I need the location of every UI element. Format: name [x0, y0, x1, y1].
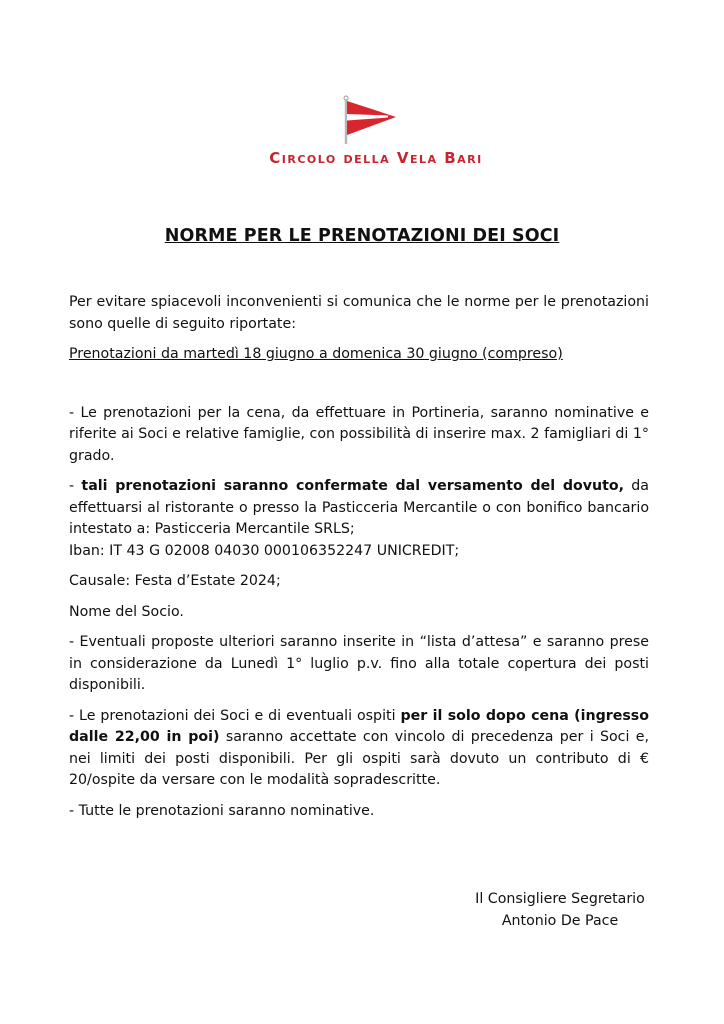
- causale-line: Causale: Festa d’Estate 2024;: [69, 573, 281, 589]
- signature-block: [440, 888, 680, 932]
- rule-dinner: - Le prenotazioni per la cena, da effettuare in Portineria, saranno nominative e riferite ai Soci e relative famiglie, con possibilità di inserire max. 2 famigliari di 1° grado.: [69, 404, 649, 464]
- rule-after-dinner: - Le prenotazioni dei Soci e di eventuali ospiti per il solo dopo cena (ingresso dalle 22,00 in poi) saranno accettate con vincolo di precedenza per i Soci e, nei limiti dei posti disponibili. Per gli ospiti sarà dovuto un contributo di € 20/ospite da versare con le modalità sopradescritte.: [69, 707, 650, 788]
- page-title: NORME PER LE PRENOTAZIONI DEI SOCI: [164, 226, 560, 246]
- member-name-line: Nome del Socio.: [69, 603, 184, 620]
- payment-emphasis: tali prenotazioni saranno confermate dal versamento del dovuto,: [81, 478, 625, 494]
- organization-name: Circolo della Vela Bari: [269, 149, 483, 167]
- intro-paragraph: Per evitare spiacevoli inconvenienti si comunica che le norme per le prenotazioni sono quelle di seguito riportate:: [69, 294, 649, 332]
- spacer: [69, 375, 649, 403]
- document-body: [69, 292, 649, 831]
- iban-line: Iban: IT 43 G 02008 04030 000106352247 UNICREDIT;: [69, 542, 460, 559]
- rule-payment: - tali prenotazioni saranno confermate dal versamento del dovuto, da effettuarsi al ristorante o presso la Pasticceria Mercantile o con bonifico bancario intestato a: Pasticceria Mercantile SRLS; Iban: IT 43 G 02008 04030 000106352247 UNICREDIT;: [69, 478, 650, 559]
- after-dinner-emphasis: per il solo dopo cena (ingresso dalle 22,00 in poi): [69, 707, 650, 745]
- period-line: [69, 344, 649, 366]
- period-text: Prenotazioni da martedì 18 giugno a domenica 30 giugno (compreso): [69, 346, 563, 362]
- rule-waiting-list: - Eventuali proposte ulteriori saranno inserite in “lista d’attesa” e saranno prese in considerazione da Lunedì 1° luglio p.v. fino alla totale copertura dei posti disponibili.: [69, 634, 649, 693]
- signer-name: Antonio De Pace: [501, 913, 619, 929]
- club-logo: [0, 95, 724, 167]
- rule-nominative: - Tutte le prenotazioni saranno nominative.: [69, 802, 375, 819]
- signer-role: Il Consigliere Segretario: [475, 891, 645, 907]
- pennant-flag-icon: [338, 95, 398, 145]
